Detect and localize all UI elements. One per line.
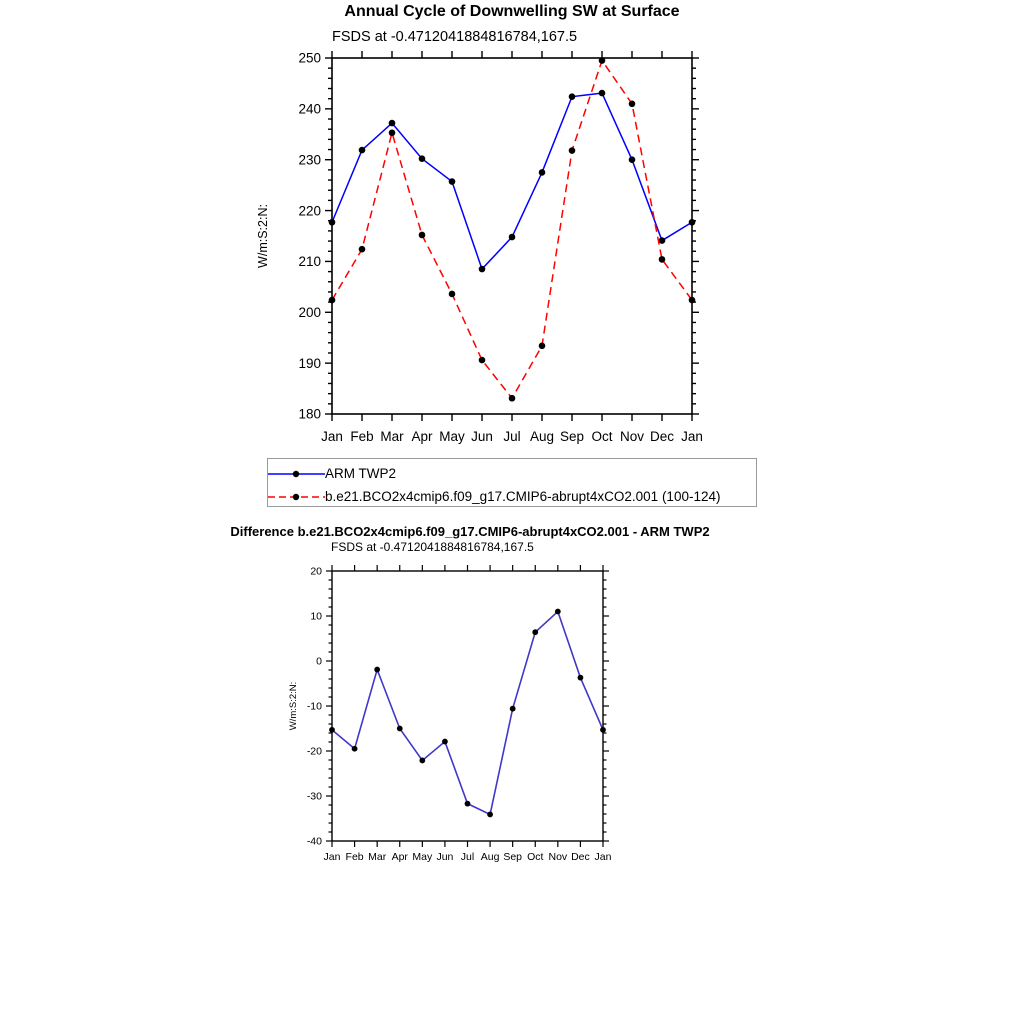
top-chart-plot	[240, 40, 760, 460]
y-tick-label: 250	[298, 50, 321, 66]
data-point-marker	[352, 746, 358, 752]
x-tick-label: Jun	[471, 429, 493, 444]
y-tick-label: 230	[298, 152, 321, 168]
data-point-marker	[659, 256, 666, 263]
y-tick-label: -30	[306, 790, 322, 803]
data-point-marker	[389, 129, 396, 136]
x-tick-label: Apr	[411, 429, 433, 444]
series-line-0	[332, 93, 692, 269]
data-point-marker	[629, 100, 636, 107]
x-tick-label: May	[439, 429, 465, 444]
y-tick-label: 200	[298, 305, 321, 321]
x-tick-label: Feb	[350, 429, 374, 444]
data-point-marker	[419, 758, 425, 764]
diff-chart-subtitle: FSDS at -0.4712041884816784,167.5	[331, 540, 534, 554]
x-tick-label: Dec	[649, 429, 675, 444]
chart2-axes	[307, 565, 612, 863]
x-tick-label: Nov	[548, 851, 568, 863]
data-point-marker	[600, 727, 606, 733]
y-tick-label: 0	[316, 655, 322, 668]
legend-row-arm-twp2	[268, 462, 756, 485]
data-point-marker	[578, 675, 584, 681]
y-tick-label: 180	[298, 406, 321, 422]
legend-line-sample-solid-icon	[268, 467, 325, 481]
x-tick-label: May	[412, 851, 433, 863]
x-tick-label: Dec	[571, 851, 590, 863]
x-tick-label: Jul	[460, 851, 475, 863]
x-tick-label: Jun	[436, 851, 454, 863]
legend-label-arm-twp2: ARM TWP2	[325, 466, 397, 481]
data-point-marker	[329, 219, 336, 226]
x-tick-label: Jul	[503, 429, 521, 444]
x-tick-label: Jan	[323, 851, 341, 863]
x-tick-label: Aug	[480, 851, 500, 863]
data-point-marker	[419, 232, 426, 239]
x-tick-label: Sep	[503, 851, 523, 863]
y-tick-label: 210	[298, 254, 321, 270]
x-tick-label: Mar	[380, 429, 404, 444]
diff-chart-plot	[250, 555, 650, 875]
diff-chart-title: Difference b.e21.BCO2x4cmip6.f09_g17.CMIP6-abrupt4xCO2.001 - ARM TWP2	[230, 524, 710, 539]
y-tick-label: 20	[310, 565, 322, 578]
data-point-marker	[509, 234, 516, 241]
data-point-marker	[689, 297, 696, 304]
data-point-marker	[555, 609, 561, 615]
y-axis-label: W/m:S:2:N:	[288, 681, 299, 731]
y-tick-label: -10	[306, 700, 322, 713]
data-point-marker	[569, 147, 576, 154]
data-point-marker	[359, 246, 366, 253]
y-tick-label: 190	[298, 355, 321, 371]
y-tick-label: 220	[298, 203, 321, 219]
data-point-marker	[629, 156, 636, 163]
x-tick-label: Jan	[321, 429, 343, 444]
data-point-marker	[689, 219, 696, 226]
series-line-1	[332, 61, 692, 399]
data-point-marker	[329, 727, 335, 733]
data-point-marker	[487, 812, 493, 818]
data-point-marker	[509, 395, 516, 402]
y-tick-label: -20	[306, 745, 322, 758]
top-chart-title: Annual Cycle of Downwelling SW at Surface	[344, 3, 680, 20]
x-tick-label: Mar	[368, 851, 387, 863]
series-line-0	[332, 612, 603, 815]
legend-label-model-run: b.e21.BCO2x4cmip6.f09_g17.CMIP6-abrupt4xCO2.001 (100-124)	[325, 489, 721, 504]
x-tick-label: Jan	[681, 429, 703, 444]
legend-line-sample-dashed-icon	[268, 490, 325, 504]
x-tick-label: Sep	[559, 429, 585, 444]
data-point-marker	[419, 155, 426, 162]
y-tick-label: 10	[310, 610, 322, 623]
data-point-marker	[359, 147, 366, 154]
data-point-marker	[449, 291, 456, 298]
x-tick-label: Oct	[591, 429, 613, 444]
data-point-marker	[449, 178, 456, 185]
data-point-marker	[532, 629, 538, 635]
data-point-marker	[569, 93, 576, 100]
x-tick-label: Aug	[529, 429, 555, 444]
data-point-marker	[389, 120, 396, 127]
data-point-marker	[329, 297, 336, 304]
data-point-marker	[465, 801, 471, 807]
legend-row-model-run	[268, 485, 756, 508]
y-axis-label: W/m:S:2:N:	[256, 204, 270, 268]
y-tick-label: -40	[306, 835, 322, 848]
data-point-marker	[374, 667, 380, 673]
data-point-marker	[659, 237, 666, 244]
data-point-marker	[539, 343, 546, 350]
y-tick-label: 240	[298, 101, 321, 117]
data-point-marker	[599, 90, 606, 97]
data-point-marker	[479, 266, 486, 273]
x-tick-label: Feb	[345, 851, 364, 863]
x-tick-label: Apr	[391, 851, 408, 863]
legend	[267, 458, 757, 507]
top-chart-subtitle: FSDS at -0.4712041884816784,167.5	[332, 29, 578, 45]
data-point-marker	[510, 706, 516, 712]
data-point-marker	[442, 739, 448, 745]
x-tick-label: Nov	[619, 429, 645, 444]
x-tick-label: Jan	[594, 851, 612, 863]
x-tick-label: Oct	[527, 851, 544, 863]
data-point-marker	[397, 726, 403, 732]
data-point-marker	[599, 57, 606, 64]
data-point-marker	[539, 169, 546, 176]
data-point-marker	[479, 357, 486, 364]
